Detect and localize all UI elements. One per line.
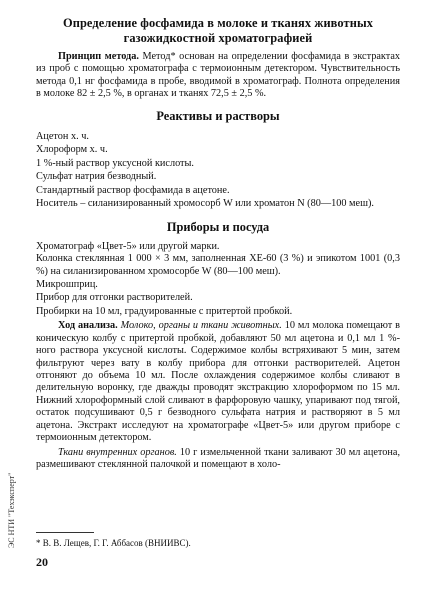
- equipment-item: Колонка стеклянная 1 000 × 3 мм, заполненная ХЕ-60 (3 %) и эпикотом 1001 (0,3 %) на силанизированном хромосорбе W (80—100 меш).: [36, 253, 400, 277]
- reagent-item: Сульфат натрия безводный.: [36, 171, 157, 183]
- reagents-heading: Реактивы и растворы: [156, 108, 280, 123]
- page-number: 20: [36, 555, 48, 569]
- watermark-text: ЭС НТИ "Техэксперт": [7, 472, 16, 548]
- procedure-label: Ход анализа.: [58, 320, 118, 332]
- principle-text: Метод* основан на определении фосфамида в экстрактах из проб с помощью хроматографа с термоионным детектором. Чувствительность метода 0,1 нг фосфамида в пробе, вводимой в хроматограф. Полнота определения в молоке 82 ± 2,5 %, в органах и тканях 72,5 ± 2,5 %.: [36, 51, 401, 100]
- internal-organs-paragraph: [36, 447, 400, 472]
- equipment-item: Микрошприц.: [36, 278, 98, 290]
- footnote-divider: [36, 532, 94, 533]
- equipment-heading: Приборы и посуда: [166, 219, 270, 234]
- reagents-list: [36, 130, 400, 211]
- footnote: * В. В. Лещев, Г. Г. Аббасов (ВНИИВС).: [36, 538, 191, 548]
- internal-organs-label: Ткани внутренних органов.: [58, 446, 177, 458]
- reagent-item: Ацетон х. ч.: [36, 130, 89, 142]
- principle-label: Принцип метода.: [58, 51, 139, 62]
- equipment-item: Прибор для отгонки растворителей.: [36, 292, 193, 304]
- principle-paragraph: [36, 51, 400, 101]
- equipment-item: Хроматограф «Цвет-5» или другой марки.: [36, 240, 220, 252]
- equipment-item: Пробирки на 10 мл, градуированные с притертой пробкой.: [36, 305, 293, 317]
- carrier-item: Носитель – силанизированный хромосорб W или хроматон N (80—100 меш).: [36, 198, 374, 210]
- internal-organs-text: 10 г измельченной ткани заливают 30 мл ацетона, размешивают стеклянной палочкой и помещают в холо-: [36, 446, 401, 470]
- reagent-item: Стандартный раствор фосфамида в ацетоне.: [36, 184, 230, 196]
- document-title: Определение фосфамида в молоке и тканях животных газожидкостной хроматографией: [62, 16, 374, 45]
- page-content: [36, 16, 400, 471]
- procedure-paragraph: [36, 320, 400, 444]
- procedure-text: 10 мл молока помещают в коническую колбу с притертой пробкой, добавляют 50 мл ацетона и 0,1 мл 1 %-ного раствора уксусной кислоты. Содержимое колбы встряхивают 5 мин, затем фильтруют через вату в колбу прибора для отгонки растворителей. Ацетон отгоняют до объема 10 мл. После охлаждения содержимое колбы сливают в делительную воронку, где дважды проводят экстракцию хлороформом по 15 мл. Нижний хлороформный слой сливают в фарфоровую чашку, упаривают под тягой, остаток подсушивают 0,5 г безводного сульфата натрия и растворяют в 5 мл ацетона. Экстракт исследуют на хроматографе «Цвет-5» или другом приборе с термоионным детектором.: [36, 320, 400, 444]
- reagent-item: Хлороформ х. ч.: [36, 144, 108, 156]
- equipment-list: [36, 240, 400, 319]
- procedure-subtitle: Молоко, органы и ткани животных.: [120, 320, 282, 332]
- reagent-item: 1 %-ный раствор уксусной кислоты.: [36, 157, 194, 169]
